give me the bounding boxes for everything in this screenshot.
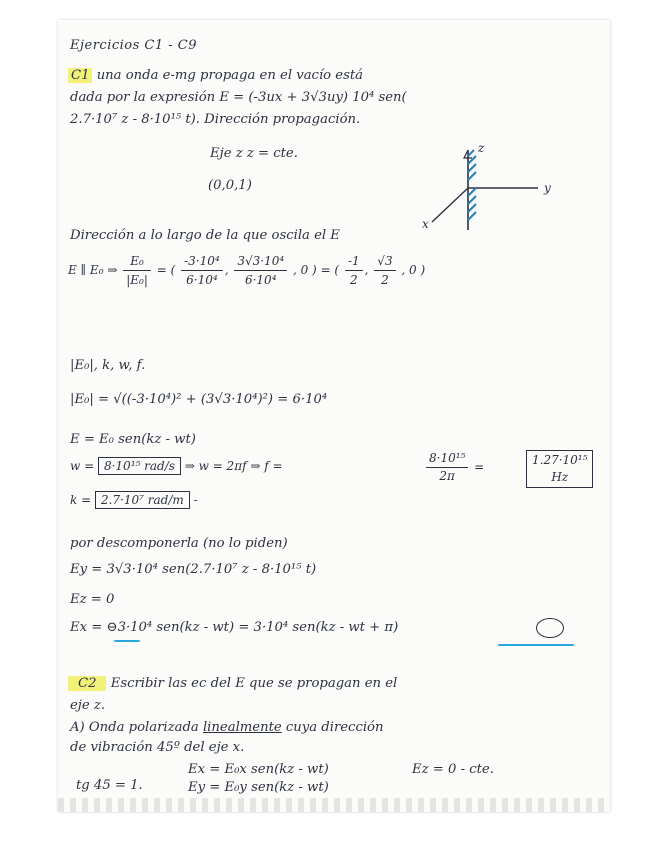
c1-frac-2: $\frac{\text{3√3·10⁴}}{\text{6·10⁴}}$	[234, 252, 287, 289]
c1-ex: Ex = ⊖3·10⁴ sen(kz - wt) = 3·10⁴ sen(kz - wt + π)	[70, 620, 399, 635]
c1-magnitude: |E₀| = √((-3·10⁴)² + (3√3·10⁴)²) = 6·10⁴	[70, 392, 328, 407]
notebook-page	[58, 20, 610, 812]
c1-w-row: w = 8·10¹⁵ rad/s ⇒ w = 2πf ⇒ f =	[70, 459, 283, 473]
c2-a-line: A) Onda polarizada linealmente cuya dirección	[70, 720, 384, 735]
c1-line-2: dada por la expresión E = (-3ux + 3√3uy) 10⁴ sen(	[70, 90, 407, 105]
c1-frac-E0: $\frac{\text{E₀}}{\text{|E₀|}}$	[123, 252, 151, 289]
c1-ez: Ez = 0	[70, 592, 115, 607]
c2-a-line-2: de vibración 45º del eje x.	[70, 740, 245, 755]
page-title: Ejercicios C1 - C9	[70, 38, 198, 53]
pi-circle	[536, 618, 564, 638]
c1-tag: C1	[68, 68, 92, 83]
c1-parallel: E ∥ E₀	[68, 263, 104, 277]
c1-frac-3: $\frac{-1}{2}$	[345, 252, 363, 289]
c1-line-3: 2.7·10⁷ z - 8·10¹⁵ t). Dirección propagación.	[70, 112, 361, 127]
c2-ey: Ey = E₀y sen(kz - wt)	[188, 780, 329, 795]
k-box: 2.7·10⁷ rad/m	[95, 491, 190, 509]
c1-frac-4: $\frac{√3}{2}$	[374, 252, 395, 289]
blue-underline-pi	[498, 644, 574, 646]
c1-arrow: ⇒	[107, 263, 118, 277]
w-box: 8·10¹⁵ rad/s	[98, 457, 181, 475]
c1-list: |E₀|, k, w, f.	[70, 358, 146, 373]
c2-tag: C2	[68, 676, 106, 691]
c1-line-1: una onda e-mg propaga en el vacío está	[96, 68, 364, 83]
c2-ez: Ez = 0 - cte.	[412, 762, 494, 777]
c2-line-2: eje z.	[70, 698, 106, 713]
c1-eje: Eje z z = cte.	[210, 146, 298, 161]
x-axis-label: x	[422, 217, 429, 231]
c1-f-fraction: $\frac{\text{8·10¹⁵}}{2\pi}$ =	[424, 450, 484, 485]
c1-frac-1: $\frac{\text{-3·10⁴}}{\text{6·10⁴}}$	[181, 252, 223, 289]
c2-tg: tg 45 = 1.	[76, 778, 143, 793]
wavefront-hatching	[468, 150, 476, 220]
c2-ex: Ex = E₀x sen(kz - wt)	[188, 762, 329, 777]
blue-underline-minus	[114, 640, 140, 642]
c1-ey: Ey = 3√3·10⁴ sen(2.7·10⁷ z - 8·10¹⁵ t)	[70, 562, 317, 577]
y-axis-label: y	[544, 181, 551, 195]
x-axis-line	[432, 188, 468, 222]
c1-k-row: k = 2.7·10⁷ rad/m -	[70, 493, 198, 507]
c1-wave-eq: E = E₀ sen(kz - wt)	[70, 432, 196, 447]
c1-direccion: Dirección a lo largo de la que oscila el E	[70, 228, 340, 243]
f-box: 1.27·10¹⁵ Hz	[526, 450, 593, 488]
c1-vector: (0,0,1)	[208, 178, 252, 193]
c2-statement-line-1: C2 Escribir las ec del E que se propagan en el	[68, 676, 397, 692]
c1-unit-vector-equation: E ∥ E₀ ⇒ $\frac{\text{E₀}}{\text{|E₀|}}$ = ( $\frac{\text{-3·10⁴}}{\text{6·10⁴}}$ , $\frac{\text{3√3·10⁴}}{\text{6·10⁴}}$ , 0 ) = ( $\frac{-1}{2}$ , $\frac{√3}{2}$ , 0 )	[68, 254, 426, 287]
minus-circled: ⊖	[106, 620, 118, 635]
c1-por: por descomponerla (no lo piden)	[70, 536, 288, 551]
c1-statement-line-1	[68, 68, 363, 84]
perforated-edge	[58, 798, 610, 812]
z-axis-label: z	[478, 141, 485, 155]
axes-diagram	[398, 138, 568, 234]
